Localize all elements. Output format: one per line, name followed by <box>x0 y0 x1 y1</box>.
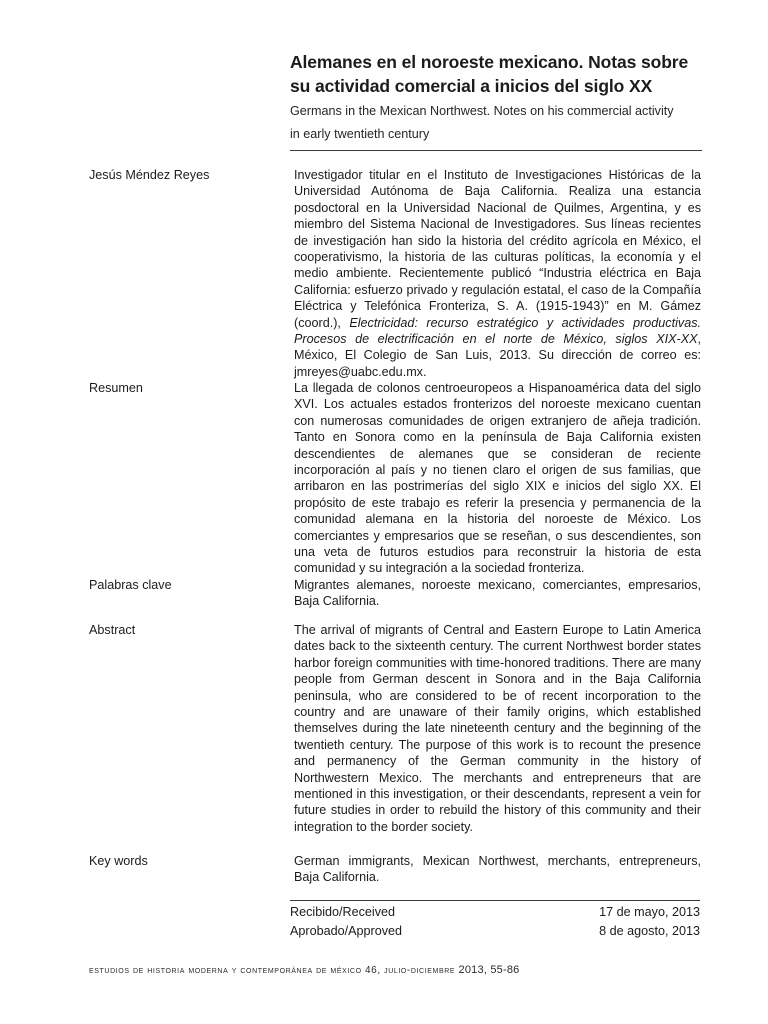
author-bio-text-1: Investigador titular en el Instituto de Investigaciones Históricas de la Universidad Autónoma de Baja California. Realiza una estancia posdoctoral en la Universidad Nacional de Quilmes, Argentina, y es miembro del Sistema Nacional de Investigadores. Sus líneas recientes de investigación han sido la historia del crédito agrícola en México, el cooperativismo, la historia de las culturas políticas, la economía y el medio ambiente. Recientemente publicó “Industria eléctrica en Baja California: esfuerzo privado y regulación estatal, el caso de la Compañía Eléctrica y Telefónica Fronteriza, S. A. (1915-1943)” en M. Gámez (coord.), <box>294 168 701 330</box>
keywords-text: German immigrants, Mexican Northwest, merchants, entrepreneurs, Baja California. <box>294 854 701 885</box>
approved-label: Aprobado/Approved <box>290 923 403 938</box>
palabras-clave-text: Migrantes alemanes, noroeste mexicano, comerciantes, empresarios, Baja California. <box>294 578 701 609</box>
approved-date: 8 de agosto, 2013 <box>599 923 700 938</box>
article-header <box>290 50 702 151</box>
article-title <box>290 50 702 98</box>
title-line-1: Alemanes en el noroeste mexicano. Notas sobre <box>290 52 689 72</box>
palabras-clave-label: Palabras clave <box>89 578 172 592</box>
author-bio-book-title: Electricidad: recurso estratégico y actividades productivas. Procesos de electrificación en el norte de México, siglos XIX-XX <box>294 315 701 347</box>
title-divider <box>290 150 702 151</box>
english-subtitle <box>290 100 702 146</box>
keywords-label: Key words <box>89 854 148 868</box>
subtitle-line-1: Germans in the Mexican Northwest. Notes on his commercial activity <box>290 104 674 118</box>
approved-row <box>290 922 700 941</box>
author-bio <box>294 167 701 380</box>
received-row <box>290 903 700 922</box>
resumen-text: La llegada de colonos centroeuropeos a Hispanoamérica data del siglo XVI. Los actuales estados fronterizos del noroeste mexicano cuentan con numerosas comunidades de origen extranjero de añeja tradición. Tanto en Sonora como en la península de Baja California existen descendientes de alemanes que se consideran de reciente incorporación al país y no tienen claro el origen de sus familias, que arribaron en las postrimerías del siglo XIX e inicios del siglo XX. El propósito de este trabajo es referir la presencia y permanencia de la comunidad alemana en la historia del noroeste de México. Los comerciantes y empresarios que se reseñan, o sus descendientes, son una veta de futuros estudios para reconstruir la historia de esta comunidad y su integración a la sociedad fronteriza. <box>294 381 701 576</box>
journal-name: estudios de historia moderna y contemporánea de méxico 46, julio-diciembre <box>89 965 456 976</box>
resumen-label: Resumen <box>89 381 143 395</box>
abstract-text: The arrival of migrants of Central and Eastern Europe to Latin America dates back to the sixteenth century. The current Northwest border states harbor foreign communities with time-honored traditions. There are many people from German descent in Sonora and in the Baja California peninsula, who are considered to be of recent incorporation to the country and are unaware of their family origins, which established themselves during the late nineteenth century and the beginning of the twentieth century. The purpose of this work is to recount the presence and permanency of the German community in the history of Northwestern Mexico. The merchants and entrepreneurs that are mentioned in this investigation, or their descendants, represent a vein for future studies in order to rebuild the history of this community and their integration to the border society. <box>294 623 701 834</box>
dates-divider <box>290 900 700 901</box>
subtitle-line-2: in early twentieth century <box>290 127 430 141</box>
journal-footer <box>89 964 709 976</box>
title-line-2: su actividad comercial a inicios del siglo XX <box>290 76 653 96</box>
dates-block <box>290 900 700 940</box>
received-label: Recibido/Received <box>290 905 396 919</box>
journal-issue: 2013, 55-86 <box>458 964 520 976</box>
received-date: 17 de mayo, 2013 <box>599 905 700 919</box>
author-name: Jesús Méndez Reyes <box>89 168 210 182</box>
author-bio-text-2: , México, El Colegio de San Luis, 2013. Su dirección de correo es: jmreyes@uabc.edu.mx. <box>294 332 701 379</box>
abstract-label: Abstract <box>89 623 136 637</box>
